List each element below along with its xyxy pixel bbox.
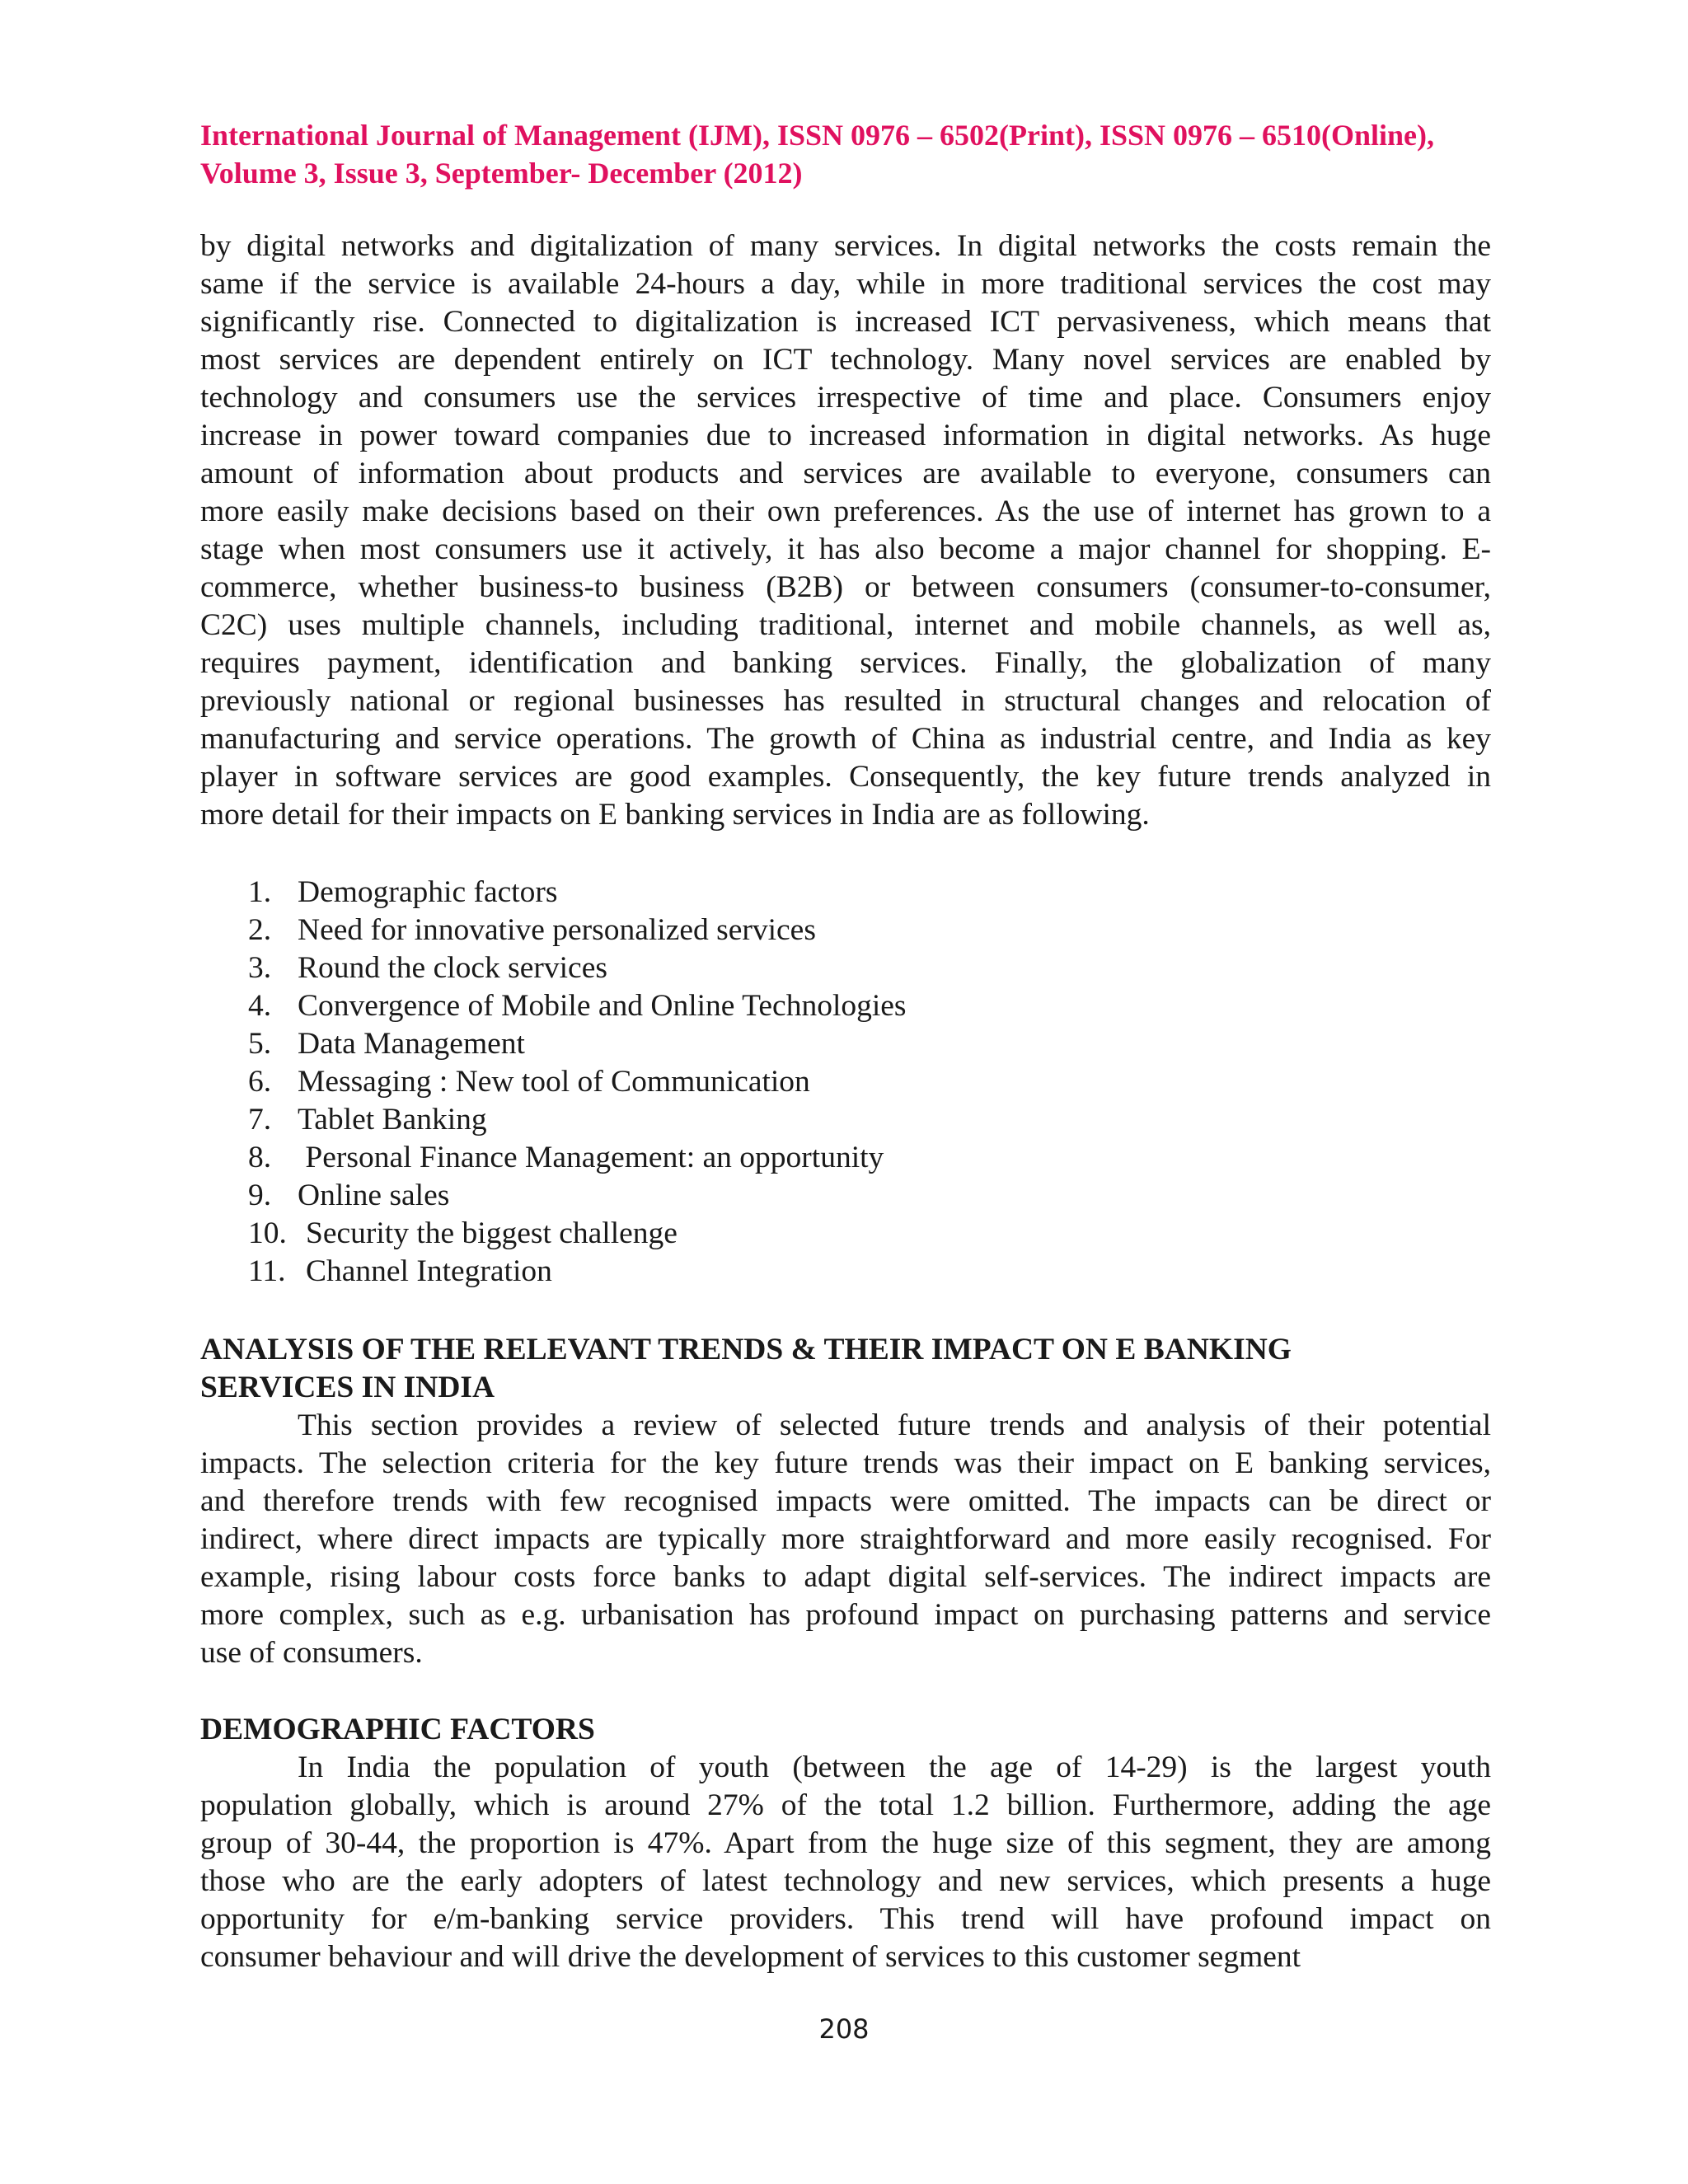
paragraph-line: example, rising labour costs force banks to adapt digital self-services. The indirect impacts are: [200, 1560, 1491, 1594]
paragraph-line: by digital networks and digitalization of many services. In digital networks the costs remain the: [200, 229, 1491, 263]
paragraph-line: those who are the early adopters of latest technology and new services, which presents a huge: [200, 1864, 1491, 1898]
list-item-text: Channel Integration: [306, 1254, 552, 1288]
journal-header-line-2: Volume 3, Issue 3, September- December (2012): [200, 157, 803, 190]
list-item: [200, 1177, 1354, 1215]
list-item-text: Security the biggest challenge: [306, 1216, 678, 1250]
list-item: [200, 949, 1354, 987]
paragraph-line: C2C) uses multiple channels, including traditional, internet and mobile channels, as well as,: [200, 608, 1491, 642]
list-item-text: Online sales: [298, 1179, 450, 1212]
paragraph-line: In India the population of youth (between the age of 14-29) is the largest youth: [298, 1750, 1491, 1784]
analysis-paragraph: [200, 1407, 1491, 1672]
demographic-paragraph: [200, 1749, 1491, 1976]
paragraph-line: stage when most consumers use it actively, it has also become a major channel for shopping. E-: [200, 532, 1491, 566]
list-item: [200, 1063, 1354, 1101]
paragraph-line: opportunity for e/m-banking service providers. This trend will have profound impact on: [200, 1902, 1491, 1936]
list-item: [200, 874, 1354, 912]
list-item-text: Personal Finance Management: an opportunity: [298, 1141, 884, 1174]
section-heading-line: DEMOGRAPHIC FACTORS: [200, 1713, 595, 1746]
paragraph-line: same if the service is available 24-hours a day, while in more traditional services the cost may: [200, 267, 1491, 301]
paragraph-line: technology and consumers use the services irrespective of time and place. Consumers enjoy: [200, 381, 1491, 415]
paragraph-line: more easily make decisions based on their own preferences. As the use of internet has grown to a: [200, 494, 1491, 528]
list-item-number: 1.: [248, 875, 272, 909]
paragraph-line: indirect, where direct impacts are typically more straightforward and more easily recognised. For: [200, 1522, 1491, 1556]
trends-list: [200, 874, 1354, 1291]
paragraph-line: increase in power toward companies due to increased information in digital networks. As huge: [200, 419, 1491, 452]
paragraph-line: requires payment, identification and banking services. Finally, the globalization of many: [200, 646, 1491, 680]
journal-header: [200, 116, 1494, 192]
section-heading-line: ANALYSIS OF THE RELEVANT TRENDS & THEIR IMPACT ON E BANKING: [200, 1333, 1292, 1366]
list-item-text: Tablet Banking: [298, 1103, 487, 1137]
list-item-number: 6.: [248, 1065, 272, 1099]
list-item-number: 11.: [248, 1254, 286, 1288]
list-item: [200, 912, 1354, 949]
list-item-text: Demographic factors: [298, 875, 558, 909]
paragraph-line: amount of information about products and services are available to everyone, consumers can: [200, 457, 1491, 490]
list-item-text: Data Management: [298, 1027, 525, 1061]
paragraph-line: and therefore trends with few recognised impacts were omitted. The impacts can be direct or: [200, 1484, 1491, 1518]
paragraph-line: manufacturing and service operations. The growth of China as industrial centre, and India as key: [200, 722, 1491, 756]
section-heading-line: SERVICES IN INDIA: [200, 1371, 495, 1404]
list-item-text: Need for innovative personalized services: [298, 913, 816, 947]
list-item: [200, 1139, 1354, 1177]
paragraph-line: consumer behaviour and will drive the development of services to this customer segment: [200, 1940, 1301, 1974]
list-item: [200, 1025, 1354, 1063]
list-item: [200, 1101, 1354, 1139]
paragraph-line: population globally, which is around 27% of the total 1.2 billion. Furthermore, adding the age: [200, 1788, 1491, 1822]
list-item-text: Messaging : New tool of Communication: [298, 1065, 810, 1099]
list-item: [200, 1253, 1354, 1291]
paragraph-line: commerce, whether business-to business (B2B) or between consumers (consumer-to-consumer,: [200, 570, 1491, 604]
list-item-number: 9.: [248, 1179, 272, 1212]
list-item-number: 3.: [248, 951, 272, 985]
list-item-text: Round the clock services: [298, 951, 607, 985]
list-item-number: 2.: [248, 913, 272, 947]
list-item-number: 8.: [248, 1141, 272, 1174]
section-heading-demographic: [200, 1711, 1519, 1749]
paragraph-line: group of 30-44, the proportion is 47%. Apart from the huge size of this segment, they are among: [200, 1826, 1491, 1860]
list-item-number: 7.: [248, 1103, 272, 1137]
paragraph-line: This section provides a review of selected future trends and analysis of their potential: [298, 1408, 1491, 1442]
paragraph-line: most services are dependent entirely on ICT technology. Many novel services are enabled by: [200, 343, 1491, 377]
list-item-number: 5.: [248, 1027, 272, 1061]
page-number: 208: [818, 2013, 870, 2045]
paragraph-line: significantly rise. Connected to digitalization is increased ICT pervasiveness, which means that: [200, 305, 1491, 339]
list-item-number: 10.: [248, 1216, 287, 1250]
list-item-number: 4.: [248, 989, 272, 1023]
paragraph-line: previously national or regional businesses has resulted in structural changes and relocation of: [200, 684, 1491, 718]
paragraph-line: more detail for their impacts on E banking services in India are as following.: [200, 798, 1150, 832]
paragraph-line: impacts. The selection criteria for the key future trends was their impact on E banking services,: [200, 1446, 1491, 1480]
list-item: [200, 1215, 1354, 1253]
list-item-text: Convergence of Mobile and Online Technologies: [298, 989, 907, 1023]
paragraph-line: use of consumers.: [200, 1636, 423, 1670]
intro-paragraph: [200, 227, 1491, 834]
paragraph-line: more complex, such as e.g. urbanisation has profound impact on purchasing patterns and service: [200, 1598, 1491, 1632]
list-item: [200, 987, 1354, 1025]
journal-header-line-1: International Journal of Management (IJM), ISSN 0976 – 6502(Print), ISSN 0976 – 6510(Online),: [200, 119, 1435, 152]
section-heading-analysis: [200, 1331, 1519, 1407]
paragraph-line: player in software services are good examples. Consequently, the key future trends analyzed in: [200, 760, 1491, 794]
